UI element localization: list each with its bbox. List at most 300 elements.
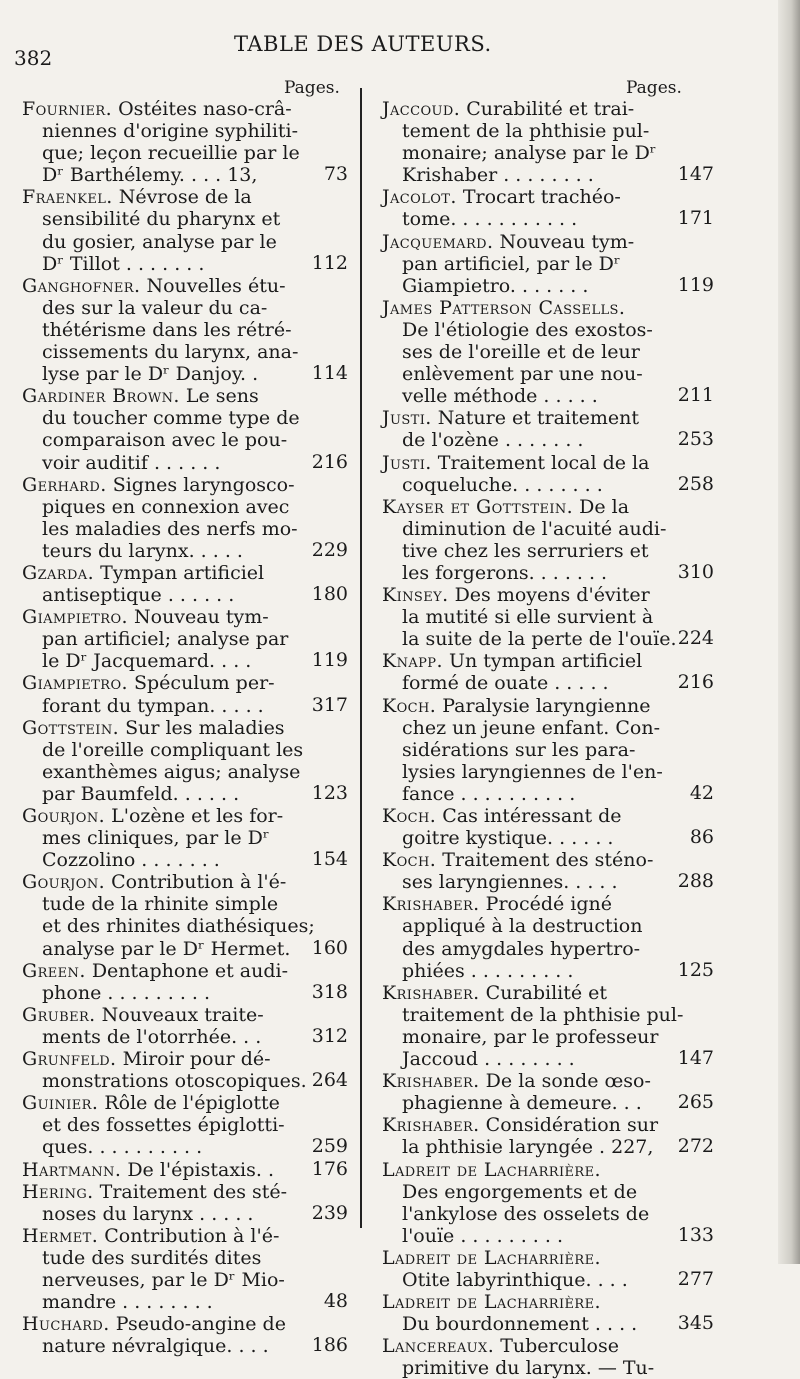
entry-text: De la sonde œso- bbox=[485, 1070, 651, 1093]
entry-text: par Baumfeld. . . . . . bbox=[42, 782, 240, 805]
index-entry bbox=[22, 1313, 350, 1357]
index-entry bbox=[22, 562, 350, 606]
index-entry bbox=[382, 231, 718, 297]
author-name: James Patterson Cassells. bbox=[382, 296, 626, 319]
entry-continuation-line bbox=[382, 540, 718, 562]
author-name: Jaccoud. bbox=[382, 98, 461, 120]
author-name: Jacquemard. bbox=[382, 230, 494, 253]
entry-continuation-line bbox=[22, 120, 350, 142]
index-entry bbox=[382, 496, 718, 584]
index-entry bbox=[22, 1181, 350, 1225]
entry-continuation-line bbox=[22, 208, 350, 230]
entry-continuation-line bbox=[382, 960, 718, 982]
entry-continuation-line bbox=[382, 628, 718, 650]
index-entry bbox=[382, 297, 718, 407]
author-name: Hering. bbox=[22, 1180, 94, 1203]
entry-continuation-line bbox=[22, 1203, 350, 1225]
entry-continuation-line bbox=[382, 1136, 718, 1158]
index-entry bbox=[22, 1092, 350, 1158]
entry-continuation-line bbox=[382, 739, 718, 761]
entry-text: Névrose de la bbox=[118, 186, 252, 209]
entry-first-line bbox=[22, 1181, 350, 1203]
page-reference: 180 bbox=[311, 583, 348, 606]
index-entry bbox=[22, 805, 350, 871]
entry-first-line bbox=[382, 849, 718, 871]
page-reference: 154 bbox=[311, 848, 348, 871]
entry-text: mandre . . . . . . . . bbox=[42, 1291, 213, 1314]
entry-continuation-line bbox=[382, 1203, 718, 1225]
entry-continuation-line bbox=[22, 253, 350, 275]
page-reference: 216 bbox=[311, 450, 348, 473]
entry-continuation-line bbox=[22, 1335, 350, 1357]
author-name: Krishaber. bbox=[382, 1070, 480, 1093]
page-reference: 259 bbox=[311, 1135, 348, 1158]
entry-continuation-line bbox=[22, 1247, 350, 1269]
page-reference: 211 bbox=[677, 384, 714, 407]
entry-text: Jaccoud . . . . . . . . bbox=[402, 1048, 575, 1071]
entry-text: goitre kystique. . . . . . bbox=[402, 827, 614, 850]
page-reference: 147 bbox=[677, 163, 714, 186]
entry-continuation-line bbox=[382, 1313, 718, 1335]
entry-first-line bbox=[382, 496, 718, 518]
entry-first-line bbox=[22, 717, 350, 739]
page-reference: 317 bbox=[311, 693, 348, 716]
index-entry bbox=[382, 695, 718, 805]
author-name: Fournier. bbox=[22, 98, 113, 120]
entry-text: Des moyens d'éviter bbox=[454, 584, 650, 607]
entry-text: diminution de l'acuité audi- bbox=[402, 517, 667, 540]
entry-first-line bbox=[382, 407, 718, 429]
entry-text: phiées . . . . . . . . . bbox=[402, 959, 574, 982]
entry-continuation-line bbox=[22, 1269, 350, 1291]
entry-first-line bbox=[382, 186, 718, 208]
entry-text: la suite de la perte de l'ouïe. bbox=[402, 628, 677, 651]
entry-first-line bbox=[22, 1159, 350, 1181]
page-reference: 224 bbox=[677, 627, 714, 650]
entry-text: et des rhinites diathésiques; bbox=[42, 915, 315, 938]
index-entry bbox=[22, 960, 350, 1004]
entry-continuation-line bbox=[382, 1181, 718, 1203]
entry-text: coqueluche. . . . . . . . bbox=[402, 473, 603, 496]
entry-text: Miroir pour dé- bbox=[122, 1048, 271, 1071]
entry-text: la phthisie laryngée . 227, bbox=[402, 1136, 654, 1159]
entry-continuation-line bbox=[382, 208, 718, 230]
entry-text: cissements du larynx, ana- bbox=[42, 341, 299, 364]
entry-continuation-line bbox=[22, 915, 350, 937]
entry-first-line bbox=[22, 186, 350, 208]
entry-text: sensibilité du pharynx et bbox=[42, 208, 281, 231]
entry-text: Nature et traitement bbox=[437, 407, 640, 430]
entry-continuation-line bbox=[22, 584, 350, 606]
author-name: Ladreit de Lacharrière. bbox=[382, 1158, 601, 1181]
entry-text: phagienne à demeure. . . bbox=[402, 1092, 642, 1115]
entry-continuation-line bbox=[382, 827, 718, 849]
author-name: Gerhard. bbox=[22, 473, 107, 496]
entry-first-line bbox=[382, 452, 718, 474]
author-name: Koch. bbox=[382, 849, 437, 872]
entry-text: enlèvement par une nou- bbox=[402, 363, 643, 386]
entry-text: De la bbox=[579, 495, 630, 518]
entry-text: Ostéites naso-crâ- bbox=[118, 98, 292, 120]
page-reference: 258 bbox=[677, 472, 714, 495]
index-entry bbox=[382, 186, 718, 230]
index-entry bbox=[382, 849, 718, 893]
index-entry bbox=[382, 893, 718, 981]
entry-first-line bbox=[22, 98, 350, 120]
index-entry bbox=[22, 717, 350, 805]
entry-continuation-line bbox=[22, 893, 350, 915]
entry-text: nerveuses, par le Dʳ Mio- bbox=[42, 1268, 285, 1291]
entry-text: exanthèmes aigus; analyse bbox=[42, 760, 301, 783]
entry-text: Otite labyrinthique. . . . bbox=[402, 1268, 628, 1291]
author-name: Giampietro. bbox=[22, 606, 128, 629]
entry-text: Curabilité et bbox=[485, 981, 608, 1004]
entry-text: Un tympan artificiel bbox=[448, 650, 643, 673]
page-reference: 114 bbox=[311, 362, 348, 385]
index-entry bbox=[382, 650, 718, 694]
entry-text: Giampietro. . . . . . . bbox=[402, 274, 589, 297]
page-reference: 216 bbox=[677, 671, 714, 694]
entry-continuation-line bbox=[22, 761, 350, 783]
entry-text: Curabilité et trai- bbox=[466, 98, 635, 120]
entry-text: Paralysie laryngienne bbox=[442, 694, 651, 717]
author-name: Krishaber. bbox=[382, 981, 480, 1004]
entry-text: lysies laryngiennes de l'en- bbox=[402, 760, 663, 783]
entry-first-line bbox=[22, 474, 350, 496]
entry-first-line bbox=[382, 1070, 718, 1092]
entry-text: niennes d'origine syphiliti- bbox=[42, 120, 299, 143]
entry-text: ments de l'otorrhée. . . bbox=[42, 1025, 262, 1048]
index-entry bbox=[382, 1291, 718, 1335]
page-reference: 176 bbox=[311, 1157, 348, 1180]
author-name: Hermet. bbox=[22, 1224, 99, 1247]
page-reference: 119 bbox=[311, 649, 348, 672]
entry-text: voir auditif . . . . . . bbox=[42, 451, 221, 474]
entry-text: Trocart trachéo- bbox=[462, 186, 621, 209]
entry-text: Des engorgements et de bbox=[402, 1180, 638, 1203]
entry-first-line bbox=[22, 805, 350, 827]
page-reference: 229 bbox=[311, 538, 348, 561]
page-reference: 125 bbox=[677, 958, 714, 981]
entry-continuation-line bbox=[382, 783, 718, 805]
entry-first-line bbox=[22, 960, 350, 982]
entry-continuation-line bbox=[22, 231, 350, 253]
entry-text: teurs du larynx. . . . . bbox=[42, 539, 243, 562]
entry-first-line bbox=[22, 1092, 350, 1114]
entry-text: l'ankylose des osselets de bbox=[402, 1202, 650, 1225]
author-name: Krishaber. bbox=[382, 893, 480, 916]
entry-text: thétérisme dans les rétré- bbox=[42, 318, 292, 341]
author-name: Ganghofner. bbox=[22, 274, 141, 297]
author-name: Ladreit de Lacharrière. bbox=[382, 1246, 601, 1269]
entry-text: Contribution à l'é- bbox=[104, 1224, 280, 1247]
entry-continuation-line bbox=[22, 1136, 350, 1158]
entry-first-line bbox=[22, 1004, 350, 1026]
entry-continuation-line bbox=[382, 253, 718, 275]
index-entry bbox=[22, 186, 350, 274]
entry-text: que; leçon recueillie par le bbox=[42, 142, 300, 165]
entry-continuation-line bbox=[382, 871, 718, 893]
entry-text: Signes laryngosco- bbox=[112, 473, 295, 496]
entry-continuation-line bbox=[22, 628, 350, 650]
entry-continuation-line bbox=[382, 938, 718, 960]
entry-text: velle méthode . . . . . bbox=[402, 385, 598, 408]
page-reference: 318 bbox=[311, 980, 348, 1003]
entry-continuation-line bbox=[22, 1070, 350, 1092]
page-header bbox=[14, 30, 794, 70]
author-name: Lancereaux. bbox=[382, 1335, 495, 1358]
entry-continuation-line bbox=[382, 717, 718, 739]
entry-text: et des fossettes épiglotti- bbox=[42, 1114, 285, 1137]
entry-continuation-line bbox=[22, 827, 350, 849]
entry-first-line bbox=[382, 1247, 718, 1269]
index-entry bbox=[382, 1247, 718, 1291]
entry-text: ses laryngiennes. . . . . bbox=[402, 871, 618, 894]
entry-continuation-line bbox=[382, 164, 718, 186]
entry-text: Nouvelles étu- bbox=[146, 274, 286, 297]
entry-text: comparaison avec le pou- bbox=[42, 429, 288, 452]
page-reference: 310 bbox=[677, 560, 714, 583]
page-reference: 48 bbox=[323, 1290, 348, 1313]
author-name: Gottstein. bbox=[22, 716, 120, 739]
entry-text: Pseudo-angine de bbox=[115, 1313, 286, 1336]
page-number: 382 bbox=[14, 46, 53, 70]
entry-text: les maladies des nerfs mo- bbox=[42, 517, 298, 540]
entry-text: Sur les maladies bbox=[125, 716, 285, 739]
index-entry bbox=[22, 1048, 350, 1092]
entry-first-line bbox=[382, 98, 718, 120]
index-entry bbox=[22, 275, 350, 385]
entry-text: Traitement local de la bbox=[437, 451, 650, 474]
entry-continuation-line bbox=[22, 319, 350, 341]
index-entry bbox=[382, 98, 718, 186]
index-entry bbox=[22, 672, 350, 716]
entry-continuation-line bbox=[382, 1004, 718, 1026]
entry-continuation-line bbox=[22, 496, 350, 518]
entry-text: fance . . . . . . . . . . bbox=[402, 782, 576, 805]
entry-text: Le sens bbox=[185, 385, 259, 408]
entry-text: pan artificiel, par le Dʳ bbox=[402, 252, 621, 275]
index-entry bbox=[382, 1114, 718, 1158]
entry-text: la mutité si elle survient à bbox=[402, 606, 654, 629]
entry-first-line bbox=[22, 385, 350, 407]
entry-text: formé de ouate . . . . . bbox=[402, 672, 609, 695]
entry-continuation-line bbox=[22, 363, 350, 385]
entry-continuation-line bbox=[382, 562, 718, 584]
entry-text: Contribution à l'é- bbox=[111, 871, 287, 894]
page-reference: 277 bbox=[677, 1267, 714, 1290]
entry-text: le Dʳ Jacquemard. . . . bbox=[42, 650, 252, 673]
pages-label-left: Pages. bbox=[284, 78, 340, 98]
page-reference: 112 bbox=[311, 251, 348, 274]
entry-continuation-line bbox=[22, 982, 350, 1004]
entry-text: De l'épistaxis. . bbox=[127, 1158, 275, 1181]
page-reference: 272 bbox=[677, 1135, 714, 1158]
entry-first-line bbox=[382, 650, 718, 672]
author-name: Jacolot. bbox=[382, 186, 457, 209]
entry-text: Traitement des sténo- bbox=[442, 849, 654, 872]
author-name: Ladreit de Lacharrière. bbox=[382, 1291, 601, 1314]
entry-continuation-line bbox=[382, 1225, 718, 1247]
entry-text: traitement de la phthisie pul- bbox=[402, 1003, 684, 1026]
entry-first-line bbox=[22, 1225, 350, 1247]
entry-text: nature névralgique. . . . bbox=[42, 1335, 269, 1358]
entry-text: Considération sur bbox=[485, 1114, 659, 1137]
entry-text: des amygdales hypertro- bbox=[402, 937, 641, 960]
entry-continuation-line bbox=[382, 1092, 718, 1114]
page-reference: 86 bbox=[689, 826, 714, 849]
entry-text: Rôle de l'épiglotte bbox=[104, 1092, 280, 1115]
entry-continuation-line bbox=[382, 142, 718, 164]
entry-text: Nouveau tym- bbox=[499, 230, 635, 253]
entry-continuation-line bbox=[22, 518, 350, 540]
entry-continuation-line bbox=[382, 341, 718, 363]
author-name: Gruber. bbox=[22, 1003, 96, 1026]
entry-text: de l'oreille compliquant les bbox=[42, 738, 304, 761]
entry-first-line bbox=[382, 982, 718, 1004]
entry-first-line bbox=[382, 1159, 718, 1181]
entry-text: Cas intéressant de bbox=[442, 805, 622, 827]
entry-text: les forgerons. . . . . . . bbox=[402, 561, 608, 584]
entry-text: tive chez les serruriers et bbox=[402, 539, 649, 562]
index-entry bbox=[382, 452, 718, 496]
page-reference: 171 bbox=[677, 207, 714, 230]
entry-continuation-line bbox=[382, 1357, 718, 1379]
author-name: Kinsey. bbox=[382, 584, 449, 607]
entry-continuation-line bbox=[382, 120, 718, 142]
page-reference: 133 bbox=[677, 1223, 714, 1246]
entry-first-line bbox=[382, 695, 718, 717]
pages-label-right: Pages. bbox=[626, 78, 682, 98]
entry-text: Dʳ Tillot . . . . . . . bbox=[42, 252, 205, 275]
entry-text: De l'étiologie des exostos- bbox=[402, 318, 653, 341]
entry-continuation-line bbox=[382, 761, 718, 783]
entry-continuation-line bbox=[382, 275, 718, 297]
index-entry bbox=[22, 1159, 350, 1181]
page-reference: 288 bbox=[677, 870, 714, 893]
entry-text: piques en connexion avec bbox=[42, 495, 290, 518]
author-name: Guinier. bbox=[22, 1092, 99, 1115]
author-name: Knapp. bbox=[382, 650, 443, 673]
entry-text: appliqué à la destruction bbox=[402, 915, 643, 938]
entry-text: de l'ozène . . . . . . . bbox=[402, 429, 584, 452]
author-name: Green. bbox=[22, 959, 86, 982]
entry-continuation-line bbox=[22, 164, 350, 186]
entry-text: pan artificiel; analyse par bbox=[42, 628, 289, 651]
index-entry bbox=[22, 606, 350, 672]
entry-text: tement de la phthisie pul- bbox=[402, 120, 650, 143]
entry-first-line bbox=[22, 1048, 350, 1070]
author-name: Gourjon. bbox=[22, 805, 106, 827]
page-reference: 119 bbox=[677, 273, 714, 296]
entry-text: mes cliniques, par le Dʳ bbox=[42, 827, 270, 850]
entry-text: noses du larynx . . . . . bbox=[42, 1202, 254, 1225]
entry-text: Dʳ Barthélemy. . . . 13, bbox=[42, 164, 258, 187]
entry-text: primitive du larynx. — Tu- bbox=[402, 1357, 655, 1379]
author-name: Gardiner Brown. bbox=[22, 385, 180, 408]
index-entry bbox=[22, 385, 350, 473]
author-name: Koch. bbox=[382, 805, 437, 827]
column-divider bbox=[360, 88, 362, 1228]
entry-continuation-line bbox=[382, 672, 718, 694]
entry-continuation-line bbox=[22, 341, 350, 363]
index-entry bbox=[22, 1225, 350, 1313]
entry-first-line bbox=[382, 1114, 718, 1136]
index-column-left bbox=[22, 98, 350, 1357]
entry-first-line bbox=[382, 231, 718, 253]
entry-text: Procédé igné bbox=[485, 893, 613, 916]
entry-continuation-line bbox=[382, 319, 718, 341]
entry-continuation-line bbox=[22, 849, 350, 871]
index-entry bbox=[22, 98, 350, 186]
entry-text: ques. . . . . . . . . . bbox=[42, 1136, 203, 1159]
author-name: Kayser et Gottstein. bbox=[382, 495, 574, 518]
entry-continuation-line bbox=[382, 915, 718, 937]
entry-continuation-line bbox=[22, 142, 350, 164]
entry-text: tude des surdités dites bbox=[42, 1246, 262, 1269]
entry-continuation-line bbox=[22, 407, 350, 429]
entry-first-line bbox=[22, 562, 350, 584]
entry-text: Krishaber . . . . . . . . bbox=[402, 164, 594, 187]
author-name: Gzarda. bbox=[22, 561, 95, 584]
entry-continuation-line bbox=[22, 429, 350, 451]
author-name: Grunfeld. bbox=[22, 1048, 117, 1071]
entry-text: Cozzolino . . . . . . . bbox=[42, 849, 220, 872]
entry-first-line bbox=[22, 871, 350, 893]
author-name: Gourjon. bbox=[22, 871, 106, 894]
page-reference: 123 bbox=[311, 781, 348, 804]
index-entry bbox=[382, 1335, 718, 1379]
index-entry bbox=[382, 584, 718, 650]
entry-continuation-line bbox=[22, 1026, 350, 1048]
entry-text: antiseptique . . . . . . bbox=[42, 584, 235, 607]
entry-continuation-line bbox=[382, 429, 718, 451]
entry-text: du toucher comme type de bbox=[42, 407, 300, 430]
page-reference: 239 bbox=[311, 1201, 348, 1224]
entry-continuation-line bbox=[382, 474, 718, 496]
entry-text: monaire, par le professeur bbox=[402, 1025, 659, 1048]
entry-text: des sur la valeur du ca- bbox=[42, 296, 268, 319]
author-name: Koch. bbox=[382, 694, 437, 717]
author-name: Huchard. bbox=[22, 1313, 110, 1336]
entry-text: analyse par le Dʳ Hermet. bbox=[42, 937, 291, 960]
entry-text: Traitement des sté- bbox=[99, 1180, 288, 1203]
entry-first-line bbox=[22, 606, 350, 628]
entry-continuation-line bbox=[22, 938, 350, 960]
entry-text: Spéculum per- bbox=[134, 672, 275, 695]
author-name: Giampietro. bbox=[22, 672, 128, 695]
entry-text: l'ouïe . . . . . . . . . bbox=[402, 1224, 564, 1247]
page-reference: 265 bbox=[677, 1091, 714, 1114]
entry-continuation-line bbox=[22, 739, 350, 761]
index-entry bbox=[382, 1070, 718, 1114]
page-reference: 312 bbox=[311, 1024, 348, 1047]
entry-text: forant du tympan. . . . . bbox=[42, 694, 264, 717]
index-entry bbox=[382, 1159, 718, 1247]
entry-text: monaire; analyse par le Dʳ bbox=[402, 142, 657, 165]
author-name: Fraenkel. bbox=[22, 186, 113, 209]
running-title: TABLE DES AUTEURS. bbox=[234, 32, 492, 56]
page-reference: 73 bbox=[323, 163, 348, 186]
entry-continuation-line bbox=[22, 1114, 350, 1136]
entry-continuation-line bbox=[382, 606, 718, 628]
page-reference: 253 bbox=[677, 428, 714, 451]
page-reference: 42 bbox=[689, 781, 714, 804]
index-entry bbox=[22, 871, 350, 959]
entry-text: phone . . . . . . . . . bbox=[42, 981, 211, 1004]
entry-continuation-line bbox=[382, 518, 718, 540]
author-name: Hartmann. bbox=[22, 1158, 122, 1181]
